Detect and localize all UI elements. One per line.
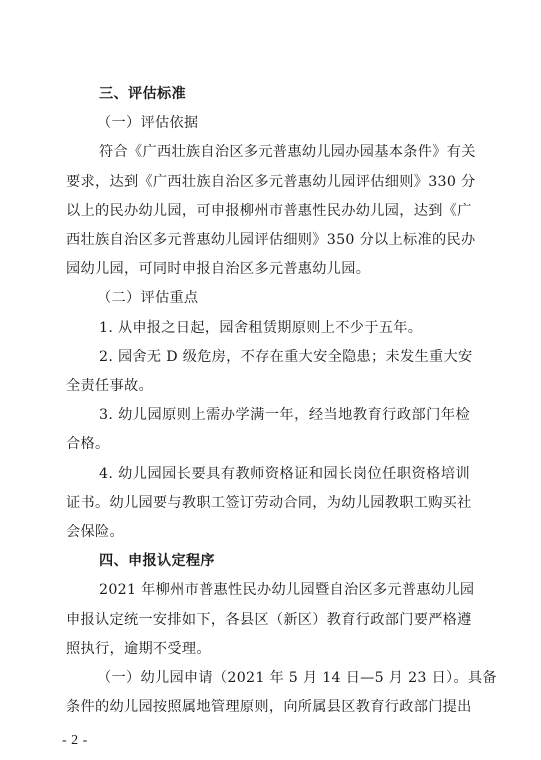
- paragraph-line: 符合《广西壮族自治区多元普惠幼儿园办园基本条件》有关: [99, 144, 476, 161]
- list-item-continuation: 证书。幼儿园要与教职工签订劳动合同，为幼儿园教职工购买社: [66, 494, 472, 511]
- list-item-operation-period: 3. 幼儿园原则上需办学满一年，经当地教育行政部门年检: [99, 407, 470, 424]
- paragraph-line: 西壮族自治区多元普惠幼儿园评估细则》350 分以上标准的民办: [66, 232, 476, 248]
- subsection-heading-evaluation-focus: （二）评估重点: [97, 290, 199, 307]
- paragraph-line: 要求，达到《广西壮族自治区多元普惠幼儿园评估细则》330 分: [66, 173, 476, 190]
- list-item-continuation: 会保险。: [66, 524, 124, 540]
- list-item-continuation: 全责任事故。: [66, 378, 153, 394]
- list-item-lease-term: 1. 从申报之日起，园舍租赁期原则上不少于五年。: [99, 319, 423, 336]
- subsection-heading-evaluation-basis: （一）评估依据: [97, 115, 199, 132]
- paragraph-line: 2021 年柳州市普惠性民办幼儿园暨自治区多元普惠幼儿园: [99, 582, 475, 599]
- paragraph-line: 照执行，逾期不受理。: [66, 640, 211, 657]
- list-item-continuation: 合格。: [66, 436, 110, 453]
- paragraph-line: 园幼儿园，可同时申报自治区多元普惠幼儿园。: [66, 261, 371, 278]
- paragraph-line: 以上的民办幼儿园，可申报柳州市普惠性民办幼儿园，达到《广: [66, 202, 472, 219]
- section-heading-application-procedure: 四、申报认定程序: [99, 553, 215, 570]
- page-number: - 2 -: [62, 733, 88, 748]
- paragraph-line: 条件的幼儿园按照属地管理原则，向所属县区教育行政部门提出: [66, 699, 472, 716]
- paragraph-line: （一）幼儿园申请（2021 年 5 月 14 日—5 月 23 日）。具备: [97, 670, 497, 686]
- paragraph-line: 申报认定统一安排如下，各县区（新区）教育行政部门要严格遵: [66, 611, 472, 628]
- list-item-building-safety: 2. 园舍无 D 级危房，不存在重大安全隐患；未发生重大安: [99, 348, 473, 365]
- section-heading-evaluation-standards: 三、评估标准: [99, 86, 186, 102]
- list-item-principal-qualifications: 4. 幼儿园园长要具有教师资格证和园长岗位任职资格培训: [99, 465, 470, 482]
